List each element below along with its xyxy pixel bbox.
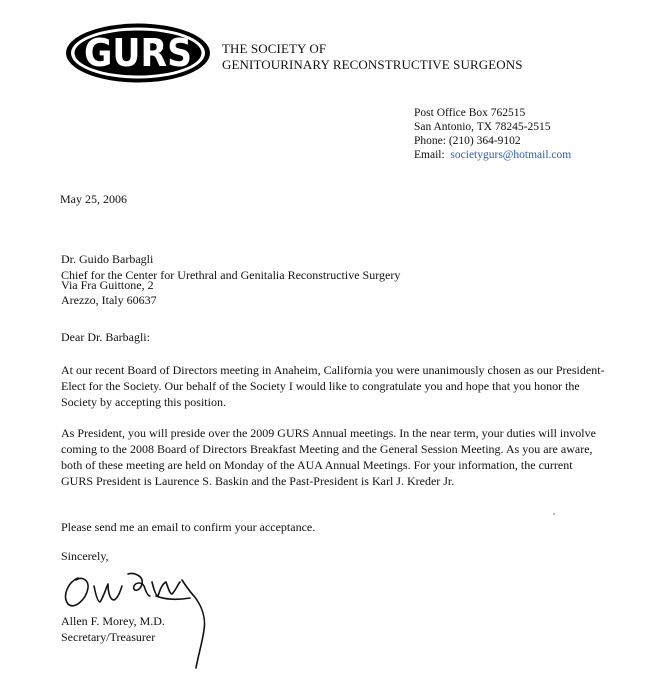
- address-line-2: Arezzo, Italy 60637: [61, 293, 157, 307]
- address-line-1: Via Fra Guittone, 2: [61, 278, 154, 292]
- signer-title: Secretary/Treasurer: [61, 630, 156, 644]
- recipient-title: Chief for the Center for Urethral and Genitalia Reconstructive Surgery: [61, 268, 401, 282]
- logo-text: GURS: [84, 31, 192, 75]
- email-line: [414, 148, 571, 162]
- contact-block: [414, 106, 571, 162]
- email-label: Email:: [414, 149, 445, 161]
- signer-block: [61, 613, 165, 645]
- closing: Sincerely,: [61, 549, 109, 563]
- email-link[interactable]: societygurs@hotmail.com: [450, 149, 572, 161]
- body-paragraph-3: Please send me an email to confirm your acceptance.: [61, 520, 316, 534]
- body-paragraph-2: As President, you will preside over the 2009 GURS Annual meetings. In the near term, your duties will involve coming to the 2008 Board of Directors Breakfast Meeting and the General Session Meeting. As you are aware, both of these meeting are held on Monday of the AUA Annual Meetings. For your information, the current GURS President is Laurence S. Baskin and the Past-President is Karl J. Kreder Jr.: [61, 426, 596, 488]
- org-line-2: GENITOURINARY RECONSTRUCTIVE SURGEONS: [222, 57, 523, 72]
- org-line-1: THE SOCIETY OF: [222, 41, 327, 56]
- city-line: San Antonio, TX 78245-2515: [414, 121, 551, 133]
- gurs-logo: [64, 22, 212, 84]
- phone-line: Phone: (210) 364-9102: [414, 135, 521, 147]
- scan-speck: [553, 513, 555, 515]
- body-paragraph-1: At our recent Board of Directors meeting in Anaheim, California you were unanimously chosen as our President-Elect for the Society. Our behalf of the Society I would like to congratulate you and hope that you honor the Society by accepting this position.: [61, 363, 605, 409]
- letter-date: May 25, 2006: [60, 192, 127, 206]
- salutation: Dear Dr. Barbagli:: [61, 330, 150, 344]
- organization-name: [222, 41, 523, 73]
- po-box: Post Office Box 762515: [414, 107, 526, 119]
- recipient-name: Dr. Guido Barbagli: [61, 252, 154, 266]
- recipient-address: [61, 278, 157, 308]
- signer-name: Allen F. Morey, M.D.: [61, 614, 165, 628]
